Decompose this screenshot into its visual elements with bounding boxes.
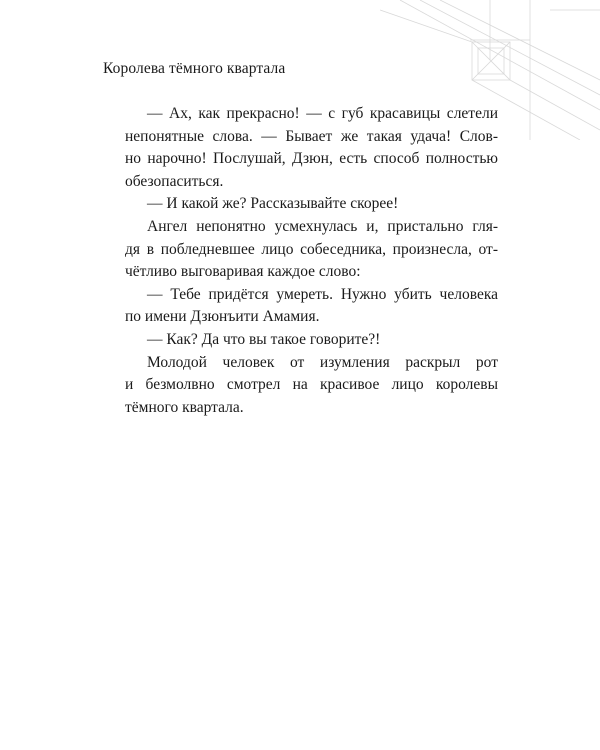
- paragraph: [103, 352, 498, 420]
- text-line: дя в побледневшее лицо собеседника, произнесла, от-: [125, 240, 498, 258]
- text-line: чётливо выговаривая каждое слово:: [125, 263, 361, 281]
- text-line: Ангел непонятно усмехнулась и, пристально гля-: [147, 217, 498, 235]
- text-line: — И какой же? Рассказывайте скорее!: [147, 195, 399, 213]
- text-line: но нарочно! Послушай, Дзюн, есть способ полностью: [125, 150, 498, 168]
- text-line: — Как? Да что вы такое говорите?!: [147, 330, 381, 348]
- text-line: — Тебе придётся умереть. Нужно убить человека: [147, 285, 498, 303]
- text-line: — Ах, как прекрасно! — с губ красавицы слетели: [147, 105, 498, 122]
- text-line: тёмного квартала.: [125, 398, 244, 416]
- paragraph: [103, 329, 498, 352]
- text-line: непонятные слова. — Бывает же такая удача! Слов-: [125, 127, 498, 145]
- paragraph: [103, 193, 498, 216]
- running-head: Королева тёмного квартала: [103, 60, 286, 77]
- text-line: и безмолвно смотрел на красивое лицо королевы: [125, 376, 498, 394]
- paragraph: [103, 216, 498, 284]
- paragraph: [103, 284, 498, 329]
- paragraph: [103, 103, 498, 193]
- text-line: обезопаситься.: [125, 172, 224, 190]
- text-line: по имени Дзюнъити Амамия.: [125, 308, 320, 326]
- body-text: [103, 103, 498, 419]
- text-line: Молодой человек от изумления раскрыл рот: [147, 353, 498, 371]
